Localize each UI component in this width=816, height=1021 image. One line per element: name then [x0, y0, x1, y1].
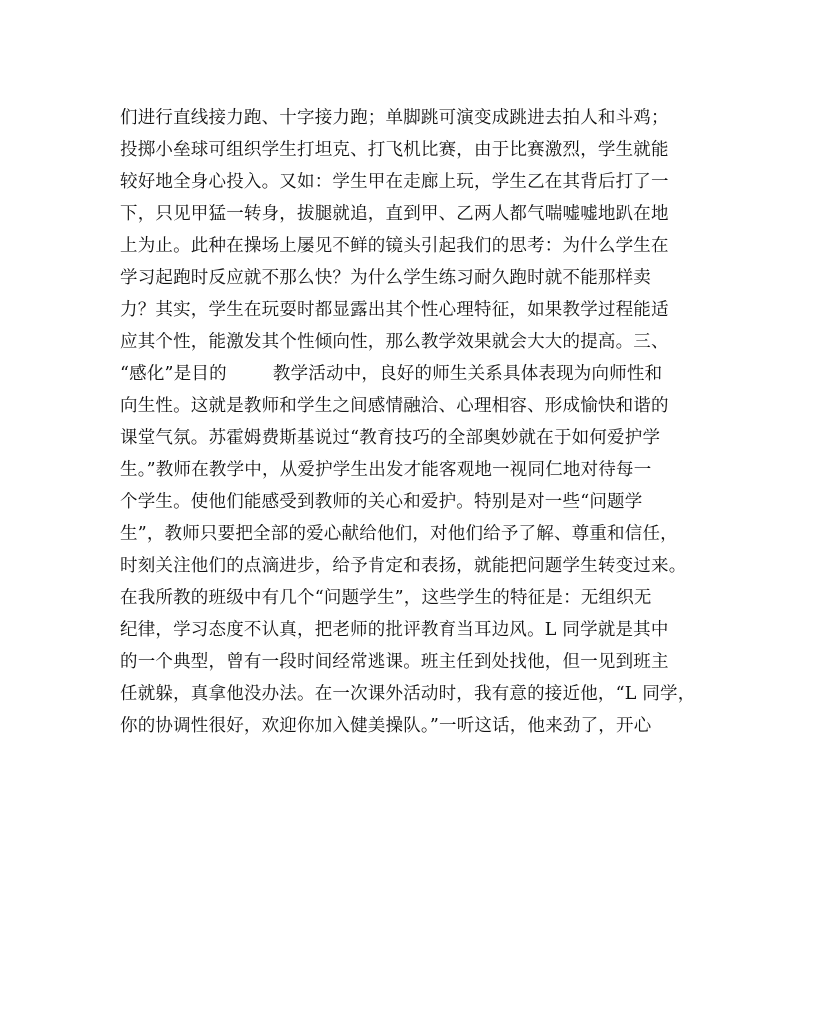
text-line: 的一个典型，曾有一段时间经常逃课。班主任到处找他，但一见到班主: [120, 652, 669, 672]
text-line: 下，只见甲猛一转身，拔腿就追，直到甲、乙两人都气喘嘘嘘地趴在地: [120, 204, 669, 224]
body-text: [120, 102, 700, 742]
text-line: 生”，教师只要把全部的爱心献给他们，对他们给予了解、尊重和信任，: [120, 524, 678, 544]
text-line: 课堂气氛。苏霍姆费斯基说过“教育技巧的全部奥妙就在于如何爱护学: [120, 428, 661, 448]
text-line: 较好地全身心投入。又如：学生甲在走廊上玩，学生乙在其背后打了一: [120, 172, 669, 192]
text-line: 学习起跑时反应就不那么快？为什么学生练习耐久跑时就不能那样卖: [120, 268, 651, 288]
text-line: 你的协调性很好，欢迎你加入健美操队。”一听这话，他来劲了，开心: [120, 716, 652, 736]
text-line: 时刻关注他们的点滴进步，给予肯定和表扬，就能把问题学生转变过来。: [120, 556, 687, 576]
text-line: 个学生。使他们能感受到教师的关心和爱护。特别是对一些“问题学: [120, 492, 643, 512]
text-line: 投掷小垒球可组织学生打坦克、打飞机比赛，由于比赛激烈，学生就能: [120, 140, 669, 160]
text-line: “感化”是目的 教学活动中，良好的师生关系具体表现为向师性和: [120, 364, 663, 384]
text-line: 纪律，学习态度不认真，把老师的批评教育当耳边风。L 同学就是其中: [120, 620, 669, 640]
text-line: 生。”教师在教学中，从爱护学生出发才能客观地一视同仁地对待每一: [120, 460, 652, 480]
text-line: 应其个性，能激发其个性倾向性，那么教学效果就会大大的提高。三、: [120, 332, 669, 352]
text-line: 力？其实，学生在玩耍时都显露出其个性心理特征，如果教学过程能适: [120, 300, 669, 320]
text-line: 任就躲，真拿他没办法。在一次课外活动时，我有意的接近他，“L 同学，: [120, 684, 696, 704]
text-line: 在我所教的班级中有几个“问题学生”，这些学生的特征是：无组织无: [120, 588, 652, 608]
text-line: 上为止。此种在操场上屡见不鲜的镜头引起我们的思考：为什么学生在: [120, 236, 669, 256]
text-line: 们进行直线接力跑、十字接力跑；单脚跳可演变成跳进去拍人和斗鸡；: [120, 108, 669, 128]
text-line: 向生性。这就是教师和学生之间感情融洽、心理相容、形成愉快和谐的: [120, 396, 669, 416]
